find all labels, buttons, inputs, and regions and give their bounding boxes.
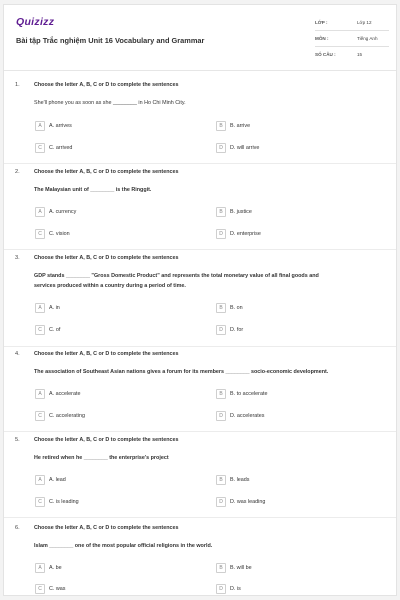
meta-row-subject bbox=[315, 31, 389, 47]
question-number: 2. bbox=[15, 169, 20, 175]
option-letter-box: A bbox=[35, 207, 45, 217]
option-letter-box: B bbox=[216, 389, 226, 399]
worksheet-page bbox=[3, 4, 397, 596]
option-letter-box: C bbox=[35, 325, 45, 335]
question-divider bbox=[4, 249, 396, 250]
quizizz-logo: Quizizz bbox=[16, 16, 55, 28]
option-text: C. accelerating bbox=[49, 413, 85, 419]
option-text: A. lead bbox=[49, 477, 66, 483]
question-number: 6. bbox=[15, 525, 20, 531]
question-number: 4. bbox=[15, 351, 20, 357]
question-instruction: Choose the letter A, B, C or D to complete the sentences bbox=[34, 437, 179, 443]
option-letter-box: C bbox=[35, 143, 45, 153]
meta-row-grade bbox=[315, 15, 389, 31]
question-instruction: Choose the letter A, B, C or D to complete the sentences bbox=[34, 255, 179, 261]
option-letter-box: D bbox=[216, 411, 226, 421]
option-text: C. is leading bbox=[49, 499, 79, 505]
worksheet-title: Bài tập Trắc nghiệm Unit 16 Vocabulary and Grammar bbox=[16, 36, 205, 45]
option-text: C. was bbox=[49, 586, 66, 592]
option-text: A. arrives bbox=[49, 123, 72, 129]
header-divider bbox=[4, 70, 396, 71]
option-text: C. of bbox=[49, 327, 61, 333]
option-letter-box: A bbox=[35, 303, 45, 313]
question-stem: The association of Southeast Asian nations gives a forum for its members ________ socio-economic development. bbox=[34, 369, 329, 375]
option-letter-box: D bbox=[216, 325, 226, 335]
option-text: C. vision bbox=[49, 231, 70, 237]
option-letter-box: A bbox=[35, 121, 45, 131]
option-text: A. accelerate bbox=[49, 391, 81, 397]
option-text: A. be bbox=[49, 565, 62, 571]
meta-value: Lớp 12 bbox=[357, 20, 372, 25]
meta-value: 15 bbox=[357, 52, 363, 57]
question-stem: He retired when he ________ the enterprise's project bbox=[34, 455, 169, 461]
question-instruction: Choose the letter A, B, C or D to complete the sentences bbox=[34, 82, 179, 88]
question-stem-line-1: GDP stands ________ "Gross Domestic Product" and represents the total monetary value of all final goods and bbox=[34, 273, 319, 279]
meta-label: LỚP : bbox=[315, 20, 328, 25]
option-text: B. on bbox=[230, 305, 243, 311]
option-letter-box: B bbox=[216, 475, 226, 485]
option-letter-box: D bbox=[216, 143, 226, 153]
option-letter-box: C bbox=[35, 229, 45, 239]
option-text: D. enterprise bbox=[230, 231, 261, 237]
option-letter-box: D bbox=[216, 584, 226, 594]
option-text: D. is bbox=[230, 586, 241, 592]
option-text: A. in bbox=[49, 305, 60, 311]
question-stem: The Malaysian unit of ________ is the Ringgit. bbox=[34, 187, 152, 193]
option-letter-box: B bbox=[216, 121, 226, 131]
question-stem-line-2: services produced within a country during a period of time. bbox=[34, 283, 186, 289]
option-text: B. leads bbox=[230, 477, 250, 483]
worksheet-header bbox=[4, 5, 396, 71]
question-number: 1. bbox=[15, 82, 20, 88]
option-text: D. was leading bbox=[230, 499, 266, 505]
option-letter-box: B bbox=[216, 563, 226, 573]
question-instruction: Choose the letter A, B, C or D to complete the sentences bbox=[34, 169, 179, 175]
meta-label: MÔN : bbox=[315, 36, 329, 41]
question-stem: Islam ________ one of the most popular official religions in the world. bbox=[34, 543, 213, 549]
option-letter-box: A bbox=[35, 389, 45, 399]
question-instruction: Choose the letter A, B, C or D to complete the sentences bbox=[34, 351, 179, 357]
option-letter-box: D bbox=[216, 229, 226, 239]
meta-label: SỐ CÂU : bbox=[315, 52, 336, 57]
question-number: 5. bbox=[15, 437, 20, 443]
option-letter-box: A bbox=[35, 475, 45, 485]
question-divider bbox=[4, 431, 396, 432]
option-text: D. for bbox=[230, 327, 244, 333]
question-number: 3. bbox=[15, 255, 20, 261]
option-letter-box: A bbox=[35, 563, 45, 573]
option-text: A. currency bbox=[49, 209, 77, 215]
option-letter-box: C bbox=[35, 584, 45, 594]
option-letter-box: B bbox=[216, 303, 226, 313]
option-letter-box: C bbox=[35, 411, 45, 421]
option-text: B. justice bbox=[230, 209, 252, 215]
option-text: D. accelerates bbox=[230, 413, 265, 419]
question-divider bbox=[4, 346, 396, 347]
question-divider bbox=[4, 517, 396, 518]
question-instruction: Choose the letter A, B, C or D to complete the sentences bbox=[34, 525, 179, 531]
option-text: B. arrive bbox=[230, 123, 251, 129]
meta-value: Tiếng Anh bbox=[357, 36, 378, 41]
option-letter-box: C bbox=[35, 497, 45, 507]
option-letter-box: B bbox=[216, 207, 226, 217]
option-text: B. will be bbox=[230, 565, 252, 571]
question-divider bbox=[4, 163, 396, 164]
option-letter-box: D bbox=[216, 497, 226, 507]
meta-row-question-count bbox=[315, 47, 389, 63]
worksheet-meta bbox=[315, 15, 389, 63]
option-text: C. arrived bbox=[49, 145, 73, 151]
option-text: B. to accelerate bbox=[230, 391, 268, 397]
option-text: D. will arrive bbox=[230, 145, 260, 151]
question-stem: She'll phone you as soon as she ________ in Ho Chi Minh City. bbox=[34, 100, 186, 106]
